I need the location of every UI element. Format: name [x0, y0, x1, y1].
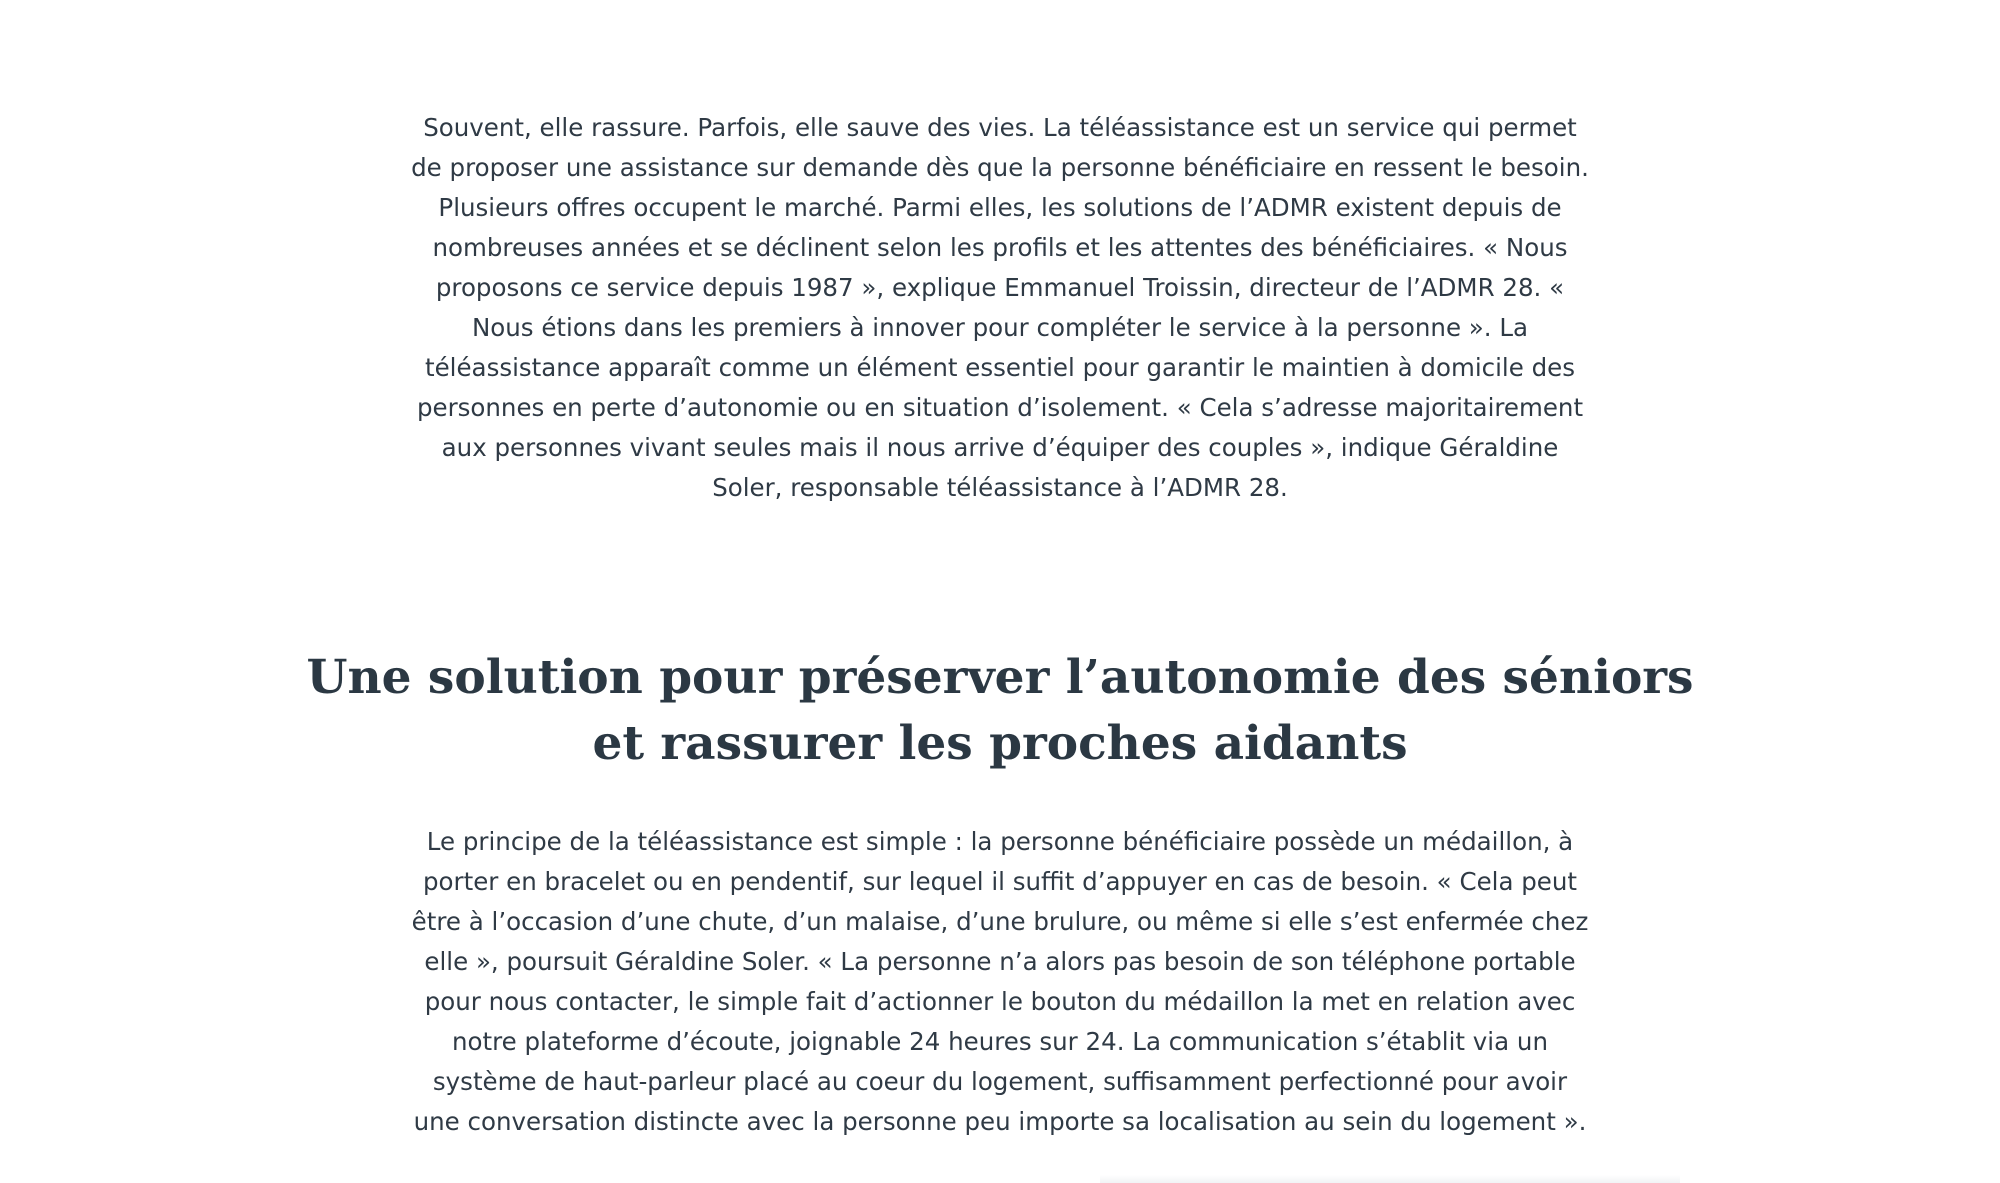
- content-edge-divider: [1100, 1175, 1680, 1183]
- section-heading: Une solution pour préserver l’autonomie des séniors et rassurer les proches aidants: [306, 650, 1694, 771]
- body-paragraph: Le principe de la téléassistance est simple : la personne bénéficiaire possède un médaillon, à porter en bracelet ou en pendentif, sur lequel il suffit d’appuyer en cas de besoin. « Cela peut être à l’occasion d’une chute, d’un malaise, d’une brulure, ou même si elle s’est enfermée chez elle », poursuit Géraldine Soler. « La personne n’a alors pas besoin de son téléphone portable pour nous contacter, le simple fait d’actionner le bouton du médaillon la met en relation avec notre plateforme d’écoute, joignable 24 heures sur 24. La communication s’établit via un système de haut-parleur placé au coeur du logement, suffisamment perfectionné pour avoir une conversation distincte avec la personne peu importe sa localisation au sein du logement ».: [411, 827, 1589, 1136]
- intro-paragraph: Souvent, elle rassure. Parfois, elle sauve des vies. La téléassistance est un service qui permet de proposer une assistance sur demande dès que la personne bénéficiaire en ressent le besoin. Plusieurs offres occupent le marché. Parmi elles, les solutions de l’ADMR existent depuis de nombreuses années et se déclinent selon les profils et les attentes des bénéficiaires. « Nous proposons ce service depuis 1987 », explique Emmanuel Troissin, directeur de l’ADMR 28. « Nous étions dans les premiers à innover pour compléter le service à la personne ». La téléassistance apparaît comme un élément essentiel pour garantir le maintien à domicile des personnes en perte d’autonomie ou en situation d’isolement. « Cela s’adresse majoritairement aux personnes vivant seules mais il nous arrive d’équiper des couples », indique Géraldine Soler, responsable téléassistance à l’ADMR 28.: [411, 113, 1589, 502]
